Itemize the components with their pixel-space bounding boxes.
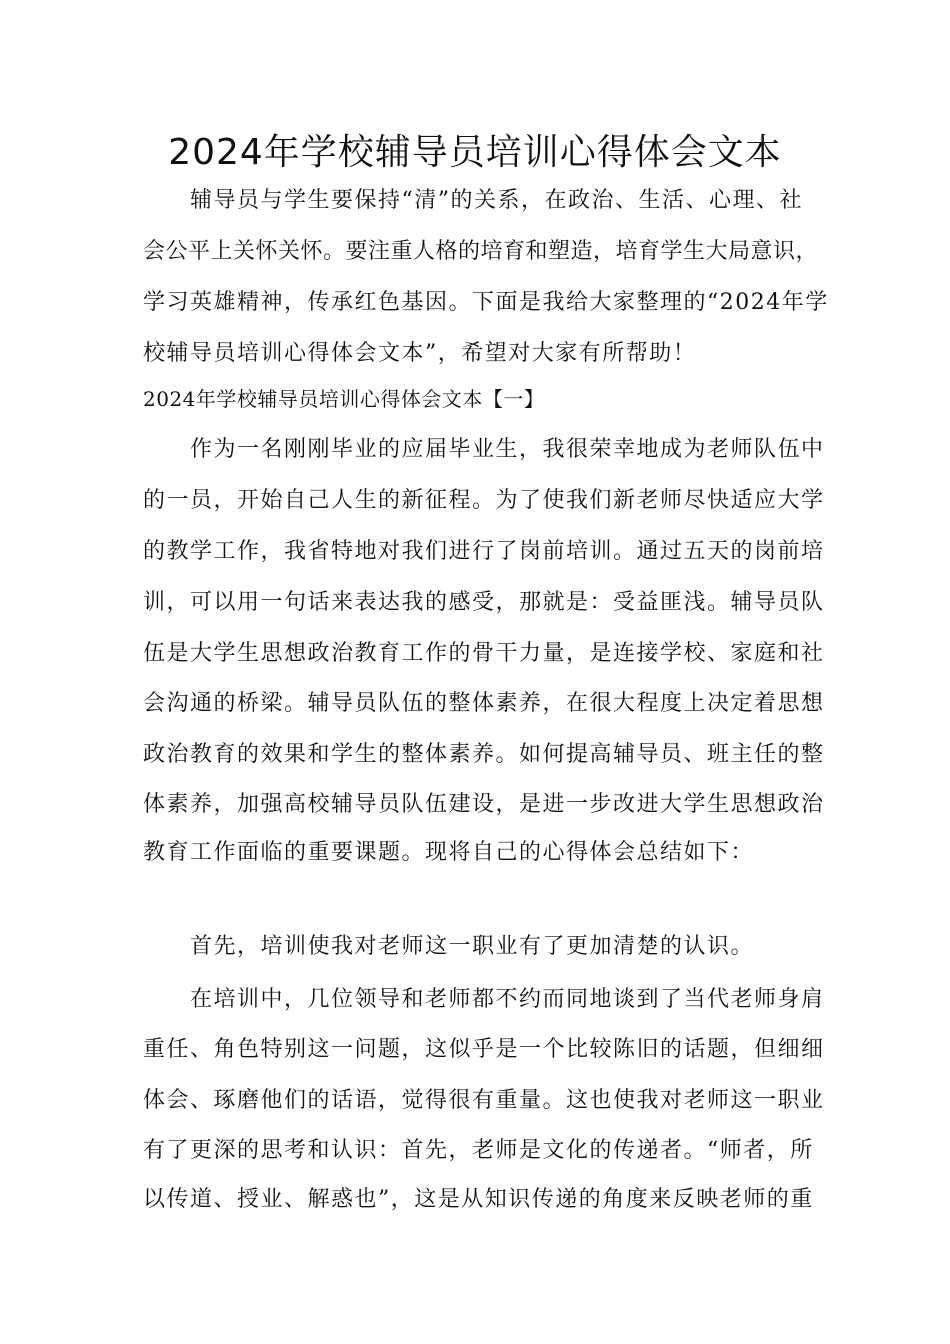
para1-line: 的一员，开始自己人生的新征程。为了使我们新老师尽快适应大学 (143, 488, 825, 513)
para3-line: 体会、琢磨他们的话语，觉得很有重量。这也使我对老师这一职业 (143, 1088, 825, 1113)
para1-line: 的教学工作，我省特地对我们进行了岗前培训。通过五天的岗前培 (143, 539, 825, 564)
section-heading: 2024年学校辅导员培训心得体会文本【一】 (143, 387, 545, 411)
para1-line: 教育工作面临的重要课题。现将自己的心得体会总结如下： (143, 840, 755, 865)
intro-line: 会公平上关怀关怀。要注重人格的培育和塑造，培育学生大局意识， (143, 239, 819, 264)
para3-line: 以传道、授业、解惑也”，这是从知识传递的角度来反映老师的重 (143, 1187, 814, 1212)
para2-line: 首先，培训使我对老师这一职业有了更加清楚的认识。 (190, 934, 755, 959)
para3-line: 有了更深的思考和认识：首先，老师是文化的传递者。“师者，所 (143, 1138, 814, 1163)
para1-line: 政治教育的效果和学生的整体素养。如何提高辅导员、班主任的整 (143, 742, 825, 767)
para1-line: 训，可以用一句话来表达我的感受，那就是：受益匪浅。辅导员队 (143, 590, 825, 615)
intro-line: 学习英雄精神，传承红色基因。下面是我给大家整理的“2024年学 (143, 290, 829, 315)
para1-line: 体素养，加强高校辅导员队伍建设，是进一步改进大学生思想政治 (143, 792, 825, 817)
intro-line: 辅导员与学生要保持“清”的关系，在政治、生活、心理、社 (190, 188, 803, 213)
para1-line: 伍是大学生思想政治教育工作的骨干力量，是连接学校、家庭和社 (143, 641, 825, 666)
para1-line: 作为一名刚刚毕业的应届毕业生，我很荣幸地成为老师队伍中 (190, 437, 825, 462)
para1-line: 会沟通的桥梁。辅导员队伍的整体素养，在很大程度上决定着思想 (143, 691, 825, 716)
para3-line: 重任、角色特别这一问题，这似乎是一个比较陈旧的话题，但细细 (143, 1037, 825, 1062)
para3-line: 在培训中，几位领导和老师都不约而同地谈到了当代老师身肩 (190, 987, 825, 1012)
intro-line: 校辅导员培训心得体会文本”，希望对大家有所帮助！ (143, 341, 697, 366)
document-title: 2024年学校辅导员培训心得体会文本 (168, 132, 782, 173)
